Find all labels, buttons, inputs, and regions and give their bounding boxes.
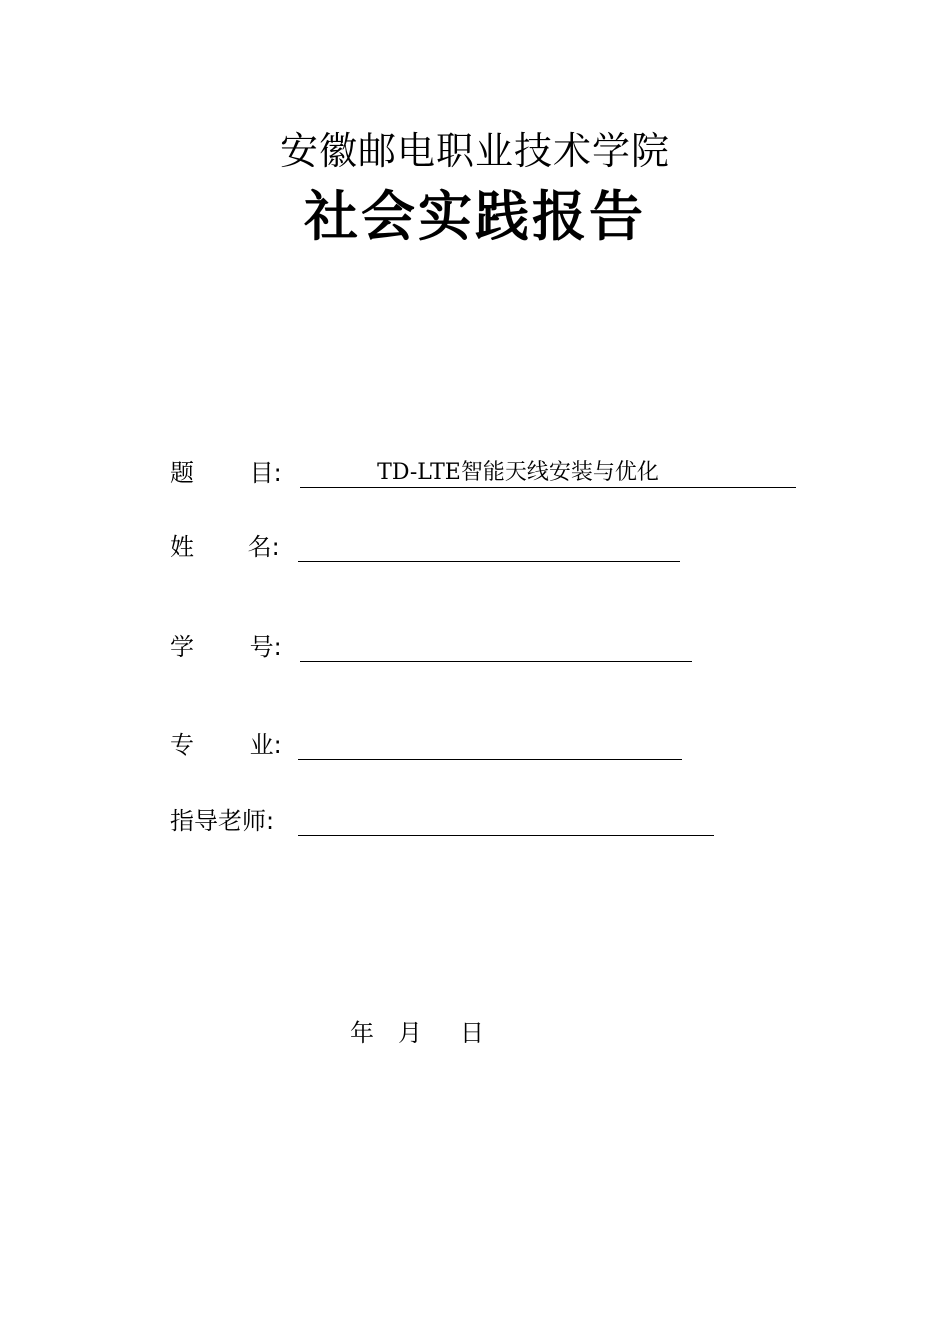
advisor-input-line[interactable]: [298, 806, 714, 836]
major-label-first: 专: [170, 731, 194, 759]
student-id-label-last: 号:: [249, 633, 282, 661]
name-input-line[interactable]: [298, 532, 680, 562]
student-id-input-line[interactable]: [300, 632, 692, 662]
topic-input-line[interactable]: [300, 458, 796, 488]
name-label-last: 名:: [247, 533, 280, 561]
date-year: 年: [350, 1019, 374, 1047]
major-input-line[interactable]: [298, 730, 682, 760]
date-month: 月: [398, 1019, 422, 1047]
major-label: [170, 730, 282, 760]
name-field: [170, 532, 690, 566]
report-title: 社会实践报告: [304, 184, 646, 248]
school-name: 安徽邮电职业技术学院: [279, 129, 670, 173]
name-label: [170, 532, 280, 562]
topic-field: [170, 458, 800, 492]
topic-value: TD-LTE智能天线安装与优化: [377, 460, 659, 485]
topic-label-first: 题: [170, 459, 194, 487]
date-day: 日: [460, 1019, 484, 1047]
topic-label: [170, 458, 282, 488]
student-id-label-first: 学: [170, 633, 194, 661]
topic-label-last: 目:: [249, 459, 282, 487]
name-label-first: 姓: [170, 533, 194, 561]
major-field: [170, 730, 690, 764]
student-id-label: [170, 632, 282, 662]
advisor-label: 指导老师:: [170, 807, 275, 835]
advisor-field: [170, 806, 730, 840]
student-id-field: [170, 632, 700, 666]
major-label-last: 业:: [249, 731, 282, 759]
